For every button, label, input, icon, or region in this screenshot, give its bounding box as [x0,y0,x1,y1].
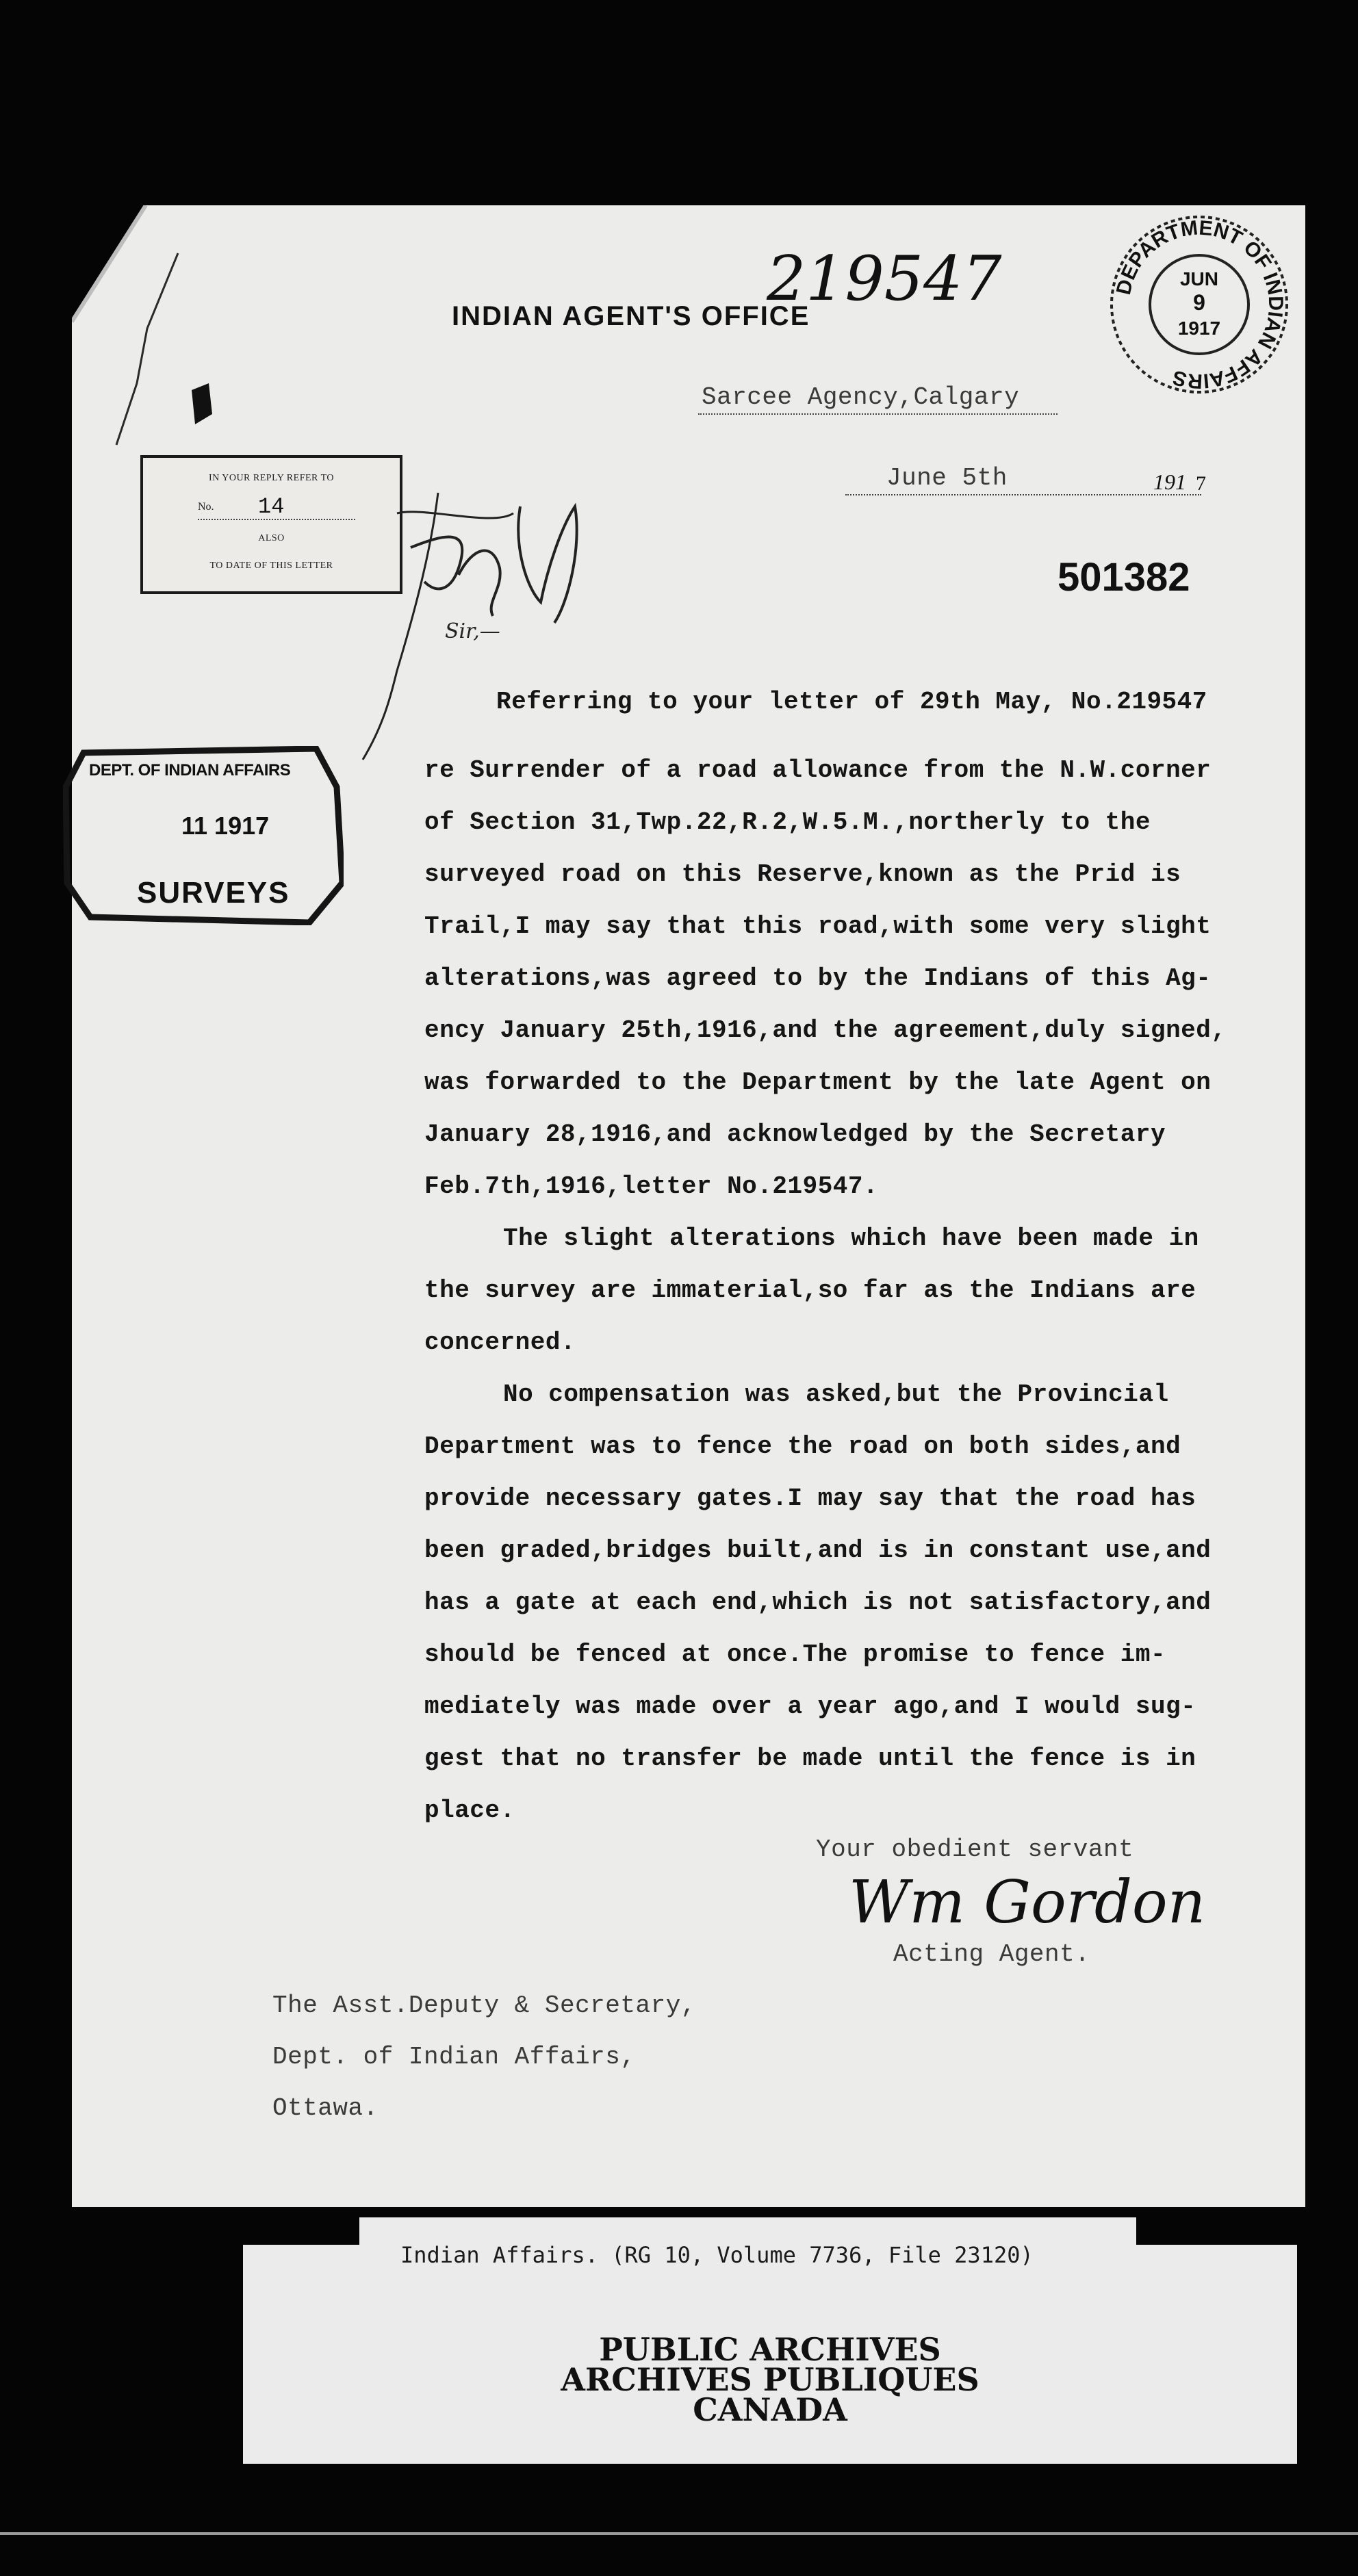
body-line: alterations,was agreed to by the Indians of this Ag- [424,964,1212,992]
reference-date-note: TO DATE OF THIS LETTER [209,561,333,571]
department-stamp-ring-text: DEPARTMENT OF INDIAN AFFAIRS [1112,216,1287,393]
handwritten-file-number: 219547 [767,243,1002,315]
addressee-line: Ottawa. [272,2094,379,2122]
body-line: Referring to your letter of 29th May, No.219547 [496,688,1207,716]
body-line: The slight alterations which have been made in [503,1224,1199,1252]
body-line: surveyed road on this Reserve,known as the Prid is [424,860,1181,888]
surveys-stamp-department: DEPT. OF INDIAN AFFAIRS [89,761,291,780]
surveys-stamp-date: 11 1917 [181,812,270,840]
department-stamp-day: 9 [1193,290,1205,315]
archive-title-french: ARCHIVES PUBLIQUES [561,2361,979,2398]
reference-number-label: No. [198,501,214,513]
body-line: been graded,bridges built,and is in constant use,and [424,1536,1212,1564]
reference-instruction: IN YOUR REPLY REFER TO [208,473,335,483]
body-line: place. [424,1796,515,1825]
body-line: has a gate at each end,which is not satisfactory,and [424,1588,1212,1617]
surveys-stamp-label: SURVEYS [137,876,290,910]
archive-reference: Indian Affairs. (RG 10, Volume 7736, File 23120) [400,2242,1034,2268]
registry-number-stamp: 501382 [1058,555,1190,600]
body-line: provide necessary gates.I may say that the road has [424,1484,1196,1512]
body-line: Trail,I may say that this road,with some very slight [424,912,1212,940]
body-line: ency January 25th,1916,and the agreement,duly signed, [424,1016,1227,1044]
body-line: was forwarded to the Department by the late Agent on [424,1068,1212,1096]
archive-title-english: PUBLIC ARCHIVES [599,2331,941,2368]
letter-year-prefix: 191 [1153,469,1186,494]
archive-title-block [243,0,1297,2573]
body-line: gest that no transfer be made until the fence is in [424,1744,1196,1773]
film-edge [0,2532,1358,2576]
body-line: Department was to fence the road on both sides,and [424,1432,1181,1460]
body-line: re Surrender of a road allowance from the N.W.corner [424,756,1212,784]
body-line: Feb.7th,1916,letter No.219547. [424,1172,879,1200]
body-line: January 28,1916,and acknowledged by the Secretary [424,1120,1166,1148]
agency-name: Sarcee Agency,Calgary [702,383,1020,411]
reference-also: ALSO [258,533,285,543]
body-line: of Section 31,Twp.22,R.2,W.5.M.,northerly to the [424,808,1151,836]
letter-date: June 5th [886,464,1008,492]
body-line: concerned. [424,1328,576,1356]
body-line: No compensation was asked,but the Provincial [503,1380,1169,1408]
body-line: should be fenced at once.The promise to fence im- [424,1640,1166,1669]
addressee-line: The Asst.Deputy & Secretary, [272,1992,696,2020]
signature: Wm Gordon [849,1868,1206,1937]
body-line: mediately was made over a year ago,and I would sug- [424,1692,1196,1721]
department-stamp-month: JUN [1179,268,1219,289]
letter-year-suffix: 7 [1196,472,1206,495]
signature-title: Acting Agent. [893,1940,1090,1968]
archive-title-country: CANADA [693,2391,847,2428]
closing: Your obedient servant [816,1836,1134,1864]
addressee-line: Dept. of Indian Affairs, [272,2043,636,2071]
reference-number-value: 14 [258,494,285,519]
department-stamp-year: 1917 [1177,318,1221,339]
body-line: the survey are immaterial,so far as the Indians are [424,1276,1196,1304]
salutation: Sir,— [445,619,500,643]
office-title: INDIAN AGENT'S OFFICE [452,301,810,331]
